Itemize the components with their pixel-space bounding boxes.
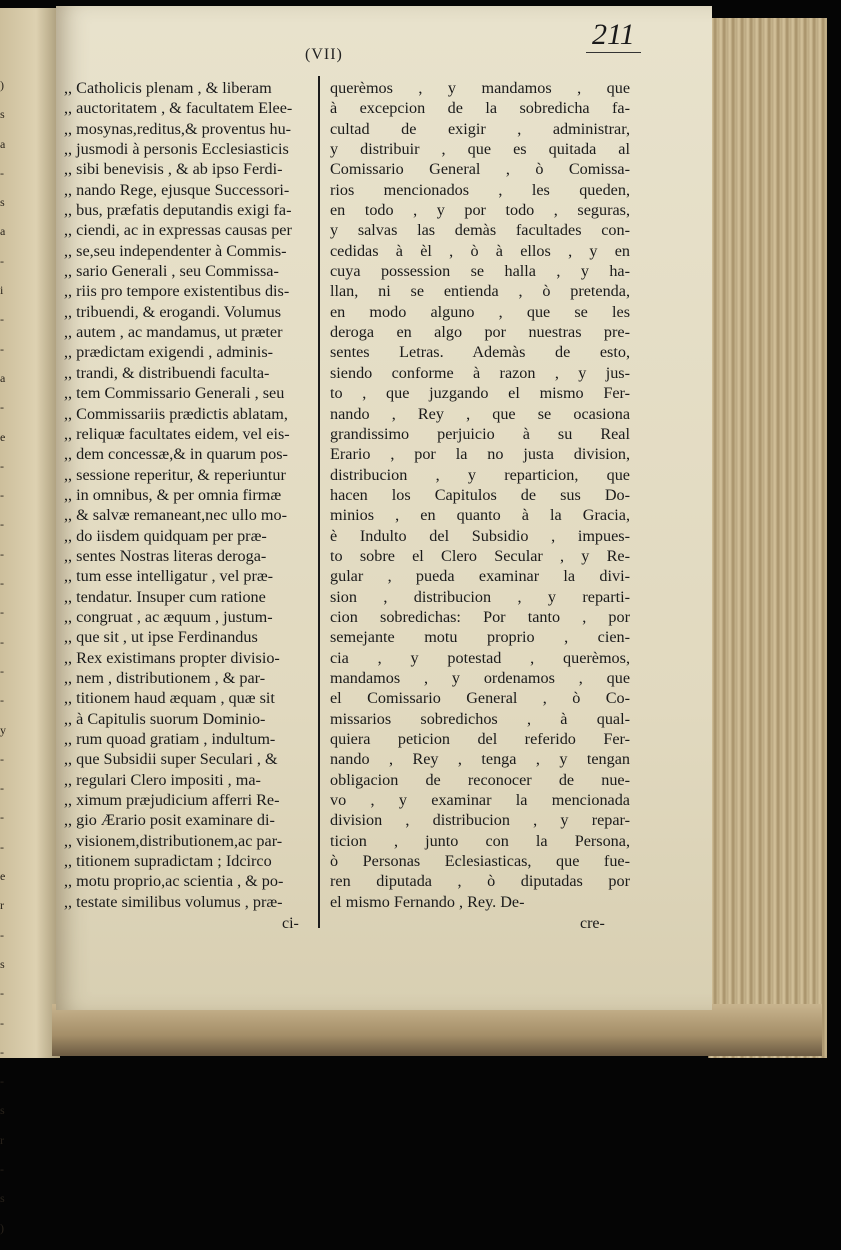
facing-page-fragment: - [0,693,4,708]
latin-text-line: ,, tendatur. Insuper cum ratione [64,587,266,606]
facing-page-fragment: - [0,517,4,532]
latin-text-line: ,, titionem supradictam ; Idcirco [64,852,272,871]
facing-page-fragment: s [0,1191,5,1206]
spanish-text-line: el Comissario General , ò Co- [330,689,630,708]
spanish-text-line: to sobre el Clero Secular , y Re- [330,546,630,565]
latin-text-line: ,, Rex existimans propter divisio- [64,648,280,667]
spanish-text-line: obligacion de reconocer de nue- [330,770,630,789]
latin-text-line: ,, mosynas,reditus,& proventus hu- [64,119,292,138]
spanish-text-line: rios mencionados , les queden, [330,180,630,199]
facing-page-edge [0,8,60,1235]
latin-text-line: ,, jusmodi à personis Ecclesiasticis [64,140,289,159]
facing-page-fragment: - [0,546,4,561]
latin-text-line: ,, in omnibus, & per omnia firmæ [64,485,282,504]
spanish-text-line: Erario , por la no justa division, [330,445,630,464]
latin-text-line: ,, motu proprio,ac scientia , & po- [64,872,284,891]
spanish-text-line: y distribuir , que es quitada al [330,140,630,159]
facing-page-fragment: - [0,986,4,1001]
spanish-text-line: semejante motu proprio , cien- [330,628,630,647]
facing-page-fragment: a [0,136,6,151]
spanish-text-line: querèmos , y mandamos , que [330,79,630,97]
latin-text-line: ,, Commissariis prædictis ablatam, [64,404,288,423]
spanish-text-line: deroga en algo por nuestras pre- [330,323,630,342]
latin-text-line: ,, sibi benevisis , & ab ipso Ferdi- [64,160,283,179]
facing-page-fragment: s [0,956,5,971]
latin-text-line: ,, autem , ac mandamus, ut præter [64,323,283,342]
facing-page-fragment: - [0,1074,4,1089]
facing-page-fragment: i [0,283,4,298]
latin-text-line: ,, ximum præjudicium afferri Re- [64,791,280,810]
facing-page-fragment: s [0,195,5,210]
facing-page-fragment: e [0,869,6,884]
latin-text-line: ,, rum quoad gratiam , indultum- [64,730,276,748]
facing-page-fragment: - [0,634,4,649]
spanish-column [330,78,630,912]
facing-page-fragment: - [0,751,4,766]
spanish-text-line: vo , y examinar la mencionada [330,791,630,810]
facing-page-fragment: s [0,107,5,122]
spanish-text-line: cion sobredichas: Por tanto , por [330,607,630,626]
spanish-text-line: y salvas las demàs facultades con- [330,221,630,240]
spanish-text-line: distribucion , y reparticion, que [330,465,630,484]
latin-text-line: ,, ciendi, ac in expressas causas per [64,221,292,240]
spanish-text-line: nando , Rey , que se ocasiona [330,404,630,423]
facing-page-fragment: e [0,429,6,444]
spanish-text-line: cuya possession se halla , y ha- [330,262,630,281]
spanish-text-line: sentes Letras. Ademàs de esto, [330,343,630,362]
latin-catchword: ci- [282,915,299,932]
spanish-text-line: el mismo Fernando , Rey. De- [330,892,525,911]
spanish-text-line: en modo alguno , que se les [330,302,630,321]
book-bottom-edge [52,1004,822,1056]
latin-text-line: ,, dem concessæ,& in quarum pos- [64,445,288,464]
latin-column [64,78,314,912]
latin-text-line: ,, prædictam exigendi , adminis- [64,343,274,362]
facing-page-fragment: - [0,312,4,327]
facing-page-text-fragments [0,78,14,1250]
facing-page-fragment: - [0,165,4,180]
signature-mark: (VII) [305,46,343,63]
latin-text-line: ,, reliquæ facultates eidem, vel eis- [64,424,290,443]
facing-page-fragment: - [0,1044,4,1059]
facing-page-fragment: r [0,898,4,913]
spanish-text-line: hacen los Capitulos de sus Do- [330,485,630,504]
page-stack-edge [708,18,827,1058]
facing-page-fragment: s [0,1103,5,1118]
latin-text-line: ,, trandi, & distribuendi faculta- [64,363,270,382]
facing-page-fragment: a [0,224,6,239]
latin-text-line: ,, nem , distributionem , & par- [64,668,266,687]
spanish-text-line: ò Personas Eclesiasticas, que fue- [330,852,630,871]
latin-text-line: ,, que sit , ut ipse Ferdinandus [64,628,258,647]
spanish-text-line: cia , y potestad , querèmos, [330,648,630,667]
spanish-text-line: siendo conforme à razon , y jus- [330,363,630,382]
column-divider [318,76,320,928]
facing-page-fragment: - [0,341,4,356]
latin-text-line: ,, se,seu independenter à Commis- [64,241,287,260]
latin-text-line: ,, regulari Clero impositi , ma- [64,770,261,789]
spanish-text-line: mandamos , y ordenamos , que [330,668,630,687]
facing-page-fragment: r [0,1132,4,1147]
spanish-text-line: division , distribucion , y repar- [330,811,630,830]
spanish-text-line: llan, ni se entienda , ò pretenda, [330,282,630,301]
latin-text-line: ,, sessione reperitur, & reperiuntur [64,465,286,484]
facing-page-fragment: - [0,400,4,415]
spanish-text-line: cultad de exigir , administrar, [330,119,630,138]
facing-page-fragment: - [0,253,4,268]
facing-page-fragment: - [0,1161,4,1176]
spanish-catchword: cre- [580,915,605,932]
facing-page-fragment: a [0,370,6,385]
facing-page-fragment: - [0,605,4,620]
latin-text-line: ,, nando Rege, ejusque Successori- [64,180,290,199]
spanish-text-line: sion , distribucion , y reparti- [330,587,630,606]
spanish-text-line: ren diputada , ò diputadas por [330,872,630,891]
facing-page-fragment: y [0,722,6,737]
facing-page-fragment: ) [0,1220,4,1235]
latin-text-line: ,, riis pro tempore existentibus dis- [64,282,290,301]
spanish-text-line: minios , en quanto à la Gracia, [330,506,630,525]
facing-page-fragment: - [0,663,4,678]
facing-page-fragment: - [0,576,4,591]
facing-page-fragment: - [0,781,4,796]
latin-text-line: ,, bus, præfatis deputandis exigi fa- [64,201,292,220]
spanish-text-line: quiera peticion del referido Fer- [330,730,630,748]
spanish-text-line: grandissimo perjuicio à su Real [330,424,630,443]
latin-text-line: ,, & salvæ remaneant,nec ullo mo- [64,506,287,525]
latin-text-line: ,, testate similibus volumus , præ- [64,892,283,911]
spanish-text-line: ticion , junto con la Persona, [330,831,630,850]
latin-text-line: ,, gio Ærario posit examinare di- [64,811,275,830]
facing-page-fragment: ) [0,78,4,92]
spanish-text-line: en todo , y por todo , seguras, [330,201,630,220]
latin-text-line: ,, tem Commissario Generali , seu [64,384,285,403]
latin-text-line: ,, titionem haud æquam , quæ sit [64,689,275,708]
latin-text-line: ,, Catholicis plenam , & liberam [64,79,272,97]
latin-text-line: ,, tum esse intelligatur , vel præ- [64,567,274,586]
latin-text-line: ,, sentes Nostras literas deroga- [64,546,267,565]
facing-page-fragment: - [0,488,4,503]
facing-page-fragment: - [0,839,4,854]
spanish-text-line: nando , Rey , tenga , y tengan [330,750,630,769]
latin-text-line: ,, do iisdem quidquam per præ- [64,526,267,545]
facing-page-fragment: - [0,1015,4,1030]
spanish-text-line: gular , pueda examinar la divi- [330,567,630,586]
facing-page-fragment: - [0,458,4,473]
folio-number: 211 [586,18,641,53]
spanish-text-line: è Indulto del Subsidio , impues- [330,526,630,545]
spanish-text-line: à excepcion de la sobredicha fa- [330,99,630,118]
latin-text-line: ,, auctoritatem , & facultatem Elee- [64,99,293,118]
spanish-text-line: to , que juzgando el mismo Fer- [330,384,630,403]
spanish-text-line: Comissario General , ò Comissa- [330,160,630,179]
latin-text-line: ,, congruat , ac æquum , justum- [64,607,273,626]
facing-page-fragment: - [0,810,4,825]
latin-text-line: ,, que Subsidii super Seculari , & [64,750,278,769]
facing-page-fragment: - [0,927,4,942]
latin-text-line: ,, tribuendi, & erogandi. Volumus [64,302,282,321]
spanish-text-line: missarios sobredichos , à qual- [330,709,630,728]
spanish-text-line: cedidas à èl , ò à ellos , y en [330,241,630,260]
latin-text-line: ,, visionem,distributionem,ac par- [64,831,283,850]
latin-text-line: ,, sario Generali , seu Commissa- [64,262,279,281]
latin-text-line: ,, à Capitulis suorum Dominio- [64,709,266,728]
